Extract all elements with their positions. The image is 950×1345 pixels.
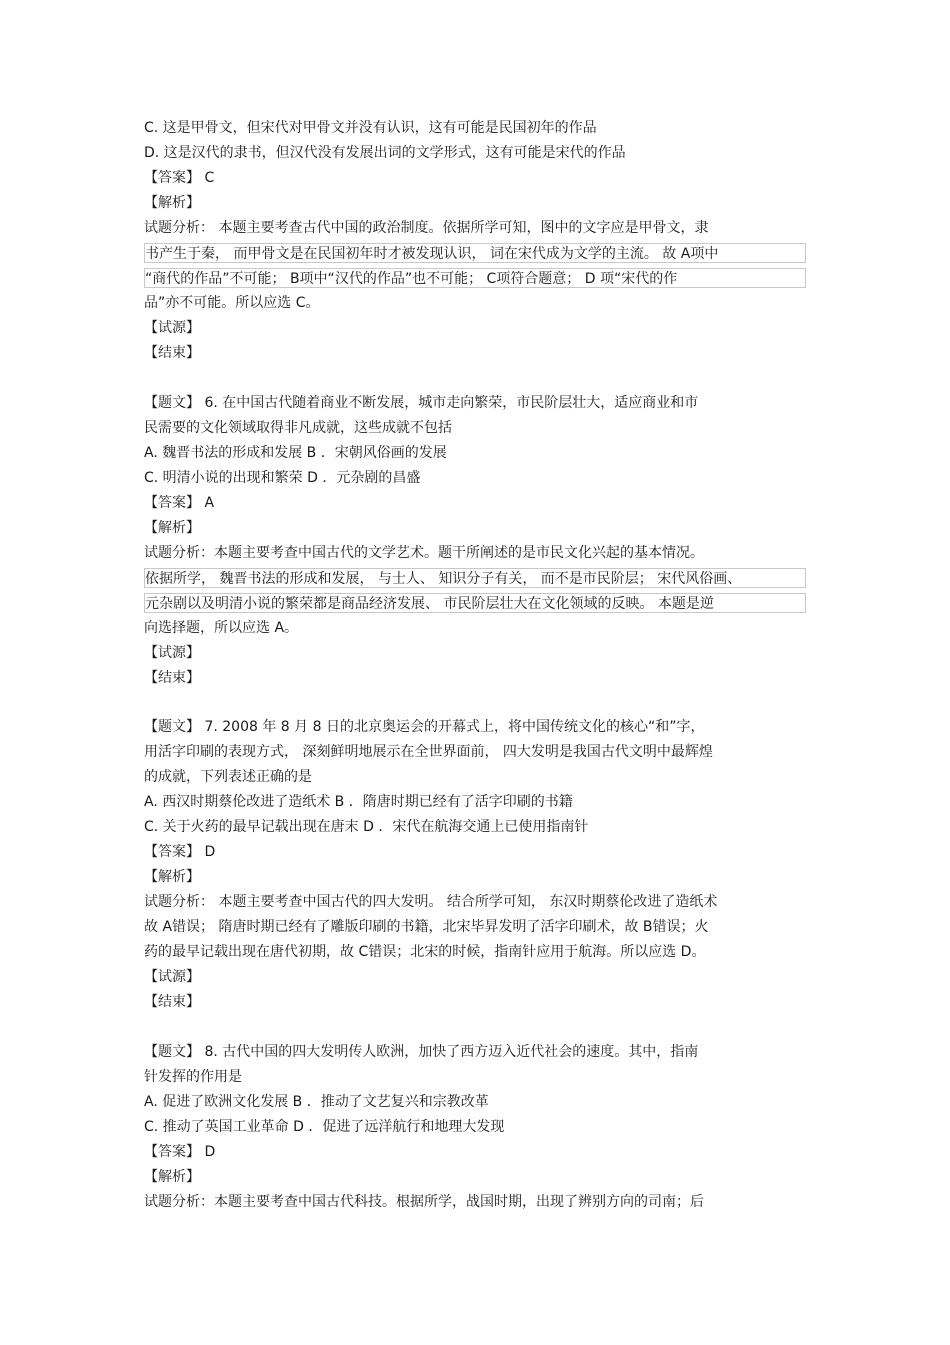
text-line: 品”亦不可能。所以应选 C。 (144, 295, 320, 311)
question-title: 【题文】 8. 古代中国的四大发明传人欧洲，加快了西方迈入近代社会的速度。其中，指南 (144, 1044, 699, 1060)
answer-label: 【答案】 D (144, 1144, 216, 1160)
analysis-label: 【解析】 (144, 520, 200, 536)
option-line: C. 推动了英国工业革命 D ．促进了远洋航行和地理大发现 (144, 1119, 505, 1135)
option-line: A. 魏晋书法的形成和发展 B ．宋朝风俗画的发展 (144, 445, 447, 461)
source-label: 【试源】 (144, 320, 200, 336)
end-label: 【结束】 (144, 670, 200, 686)
text-line: 民需要的文化领域取得非凡成就，这些成就不包括 (144, 420, 452, 436)
source-label: 【试源】 (144, 645, 200, 661)
option-line: C. 关于火药的最早记载出现在唐末 D ．宋代在航海交通上已使用指南针 (144, 819, 589, 835)
text-line: “商代的作品”不可能； B项中“汉代的作品”也不可能； C项符合题意； D 项“宋代的作 (144, 268, 806, 288)
text-line: 用活字印刷的表现方式， 深刻鲜明地展示在全世界面前， 四大发明是我国古代文明中最辉煌 (144, 744, 713, 760)
option-line: A. 西汉时期蔡伦改进了造纸术 B ．隋唐时期已经有了活字印刷的书籍 (144, 794, 573, 810)
text-line: C. 这是甲骨文，但宋代对甲骨文并没有认识，这有可能是民国初年的作品 (144, 120, 597, 136)
end-label: 【结束】 (144, 345, 200, 361)
analysis-label: 【解析】 (144, 195, 200, 211)
text-line: 试题分析：本题主要考查中国古代科技。根据所学，战国时期，出现了辨别方向的司南；后 (144, 1194, 704, 1210)
text-line: 元杂剧以及明清小说的繁荣都是商品经济发展、 市民阶层壮大在文化领域的反映。 本题是逆 (144, 593, 806, 613)
text-line: D. 这是汉代的隶书，但汉代没有发展出词的文学形式，这有可能是宋代的作品 (144, 145, 626, 161)
analysis-label: 【解析】 (144, 869, 200, 885)
answer-label: 【答案】 A (144, 495, 215, 511)
text-line: 试题分析： 本题主要考查中国古代的四大发明。 结合所学可知， 东汉时期蔡伦改进了造纸术 (144, 894, 718, 910)
option-line: A. 促进了欧洲文化发展 B ．推动了文艺复兴和宗教改革 (144, 1094, 489, 1110)
option-line: C. 明清小说的出现和繁荣 D ．元杂剧的昌盛 (144, 470, 421, 486)
text-line: 针发挥的作用是 (144, 1069, 242, 1085)
text-line: 书产生于秦， 而甲骨文是在民国初年时才被发现认识， 词在宋代成为文学的主流。 故 A项中 (144, 243, 806, 263)
answer-label: 【答案】 D (144, 844, 216, 860)
analysis-label: 【解析】 (144, 1169, 200, 1185)
question-title: 【题文】 7. 2008 年 8 月 8 日的北京奥运会的开幕式上，将中国传统文化的核心“和”字， (144, 719, 705, 735)
text-line: 的成就，下列表述正确的是 (144, 769, 312, 785)
text-line: 故 A错误； 隋唐时期已经有了雕版印刷的书籍，北宋毕昇发明了活字印刷术，故 B错误；火 (144, 919, 709, 935)
text-line: 试题分析： 本题主要考查古代中国的政治制度。依据所学可知，图中的文字应是甲骨文，隶 (144, 220, 709, 236)
text-line: 药的最早记载出现在唐代初期，故 C错误；北宋的时候，指南针应用于航海。所以应选 D。 (144, 944, 706, 960)
text-line: 试题分析：本题主要考查中国古代的文学艺术。题干所阐述的是市民文化兴起的基本情况。 (144, 545, 704, 561)
text-line: 依据所学， 魏晋书法的形成和发展， 与士人、 知识分子有关， 而不是市民阶层； 宋代风俗画、 (144, 568, 806, 588)
text-line: 向选择题，所以应选 A。 (144, 620, 299, 636)
answer-label: 【答案】 C (144, 170, 215, 186)
source-label: 【试源】 (144, 969, 200, 985)
question-title: 【题文】 6. 在中国古代随着商业不断发展，城市走向繁荣，市民阶层壮大，适应商业和市 (144, 395, 699, 411)
end-label: 【结束】 (144, 994, 200, 1010)
